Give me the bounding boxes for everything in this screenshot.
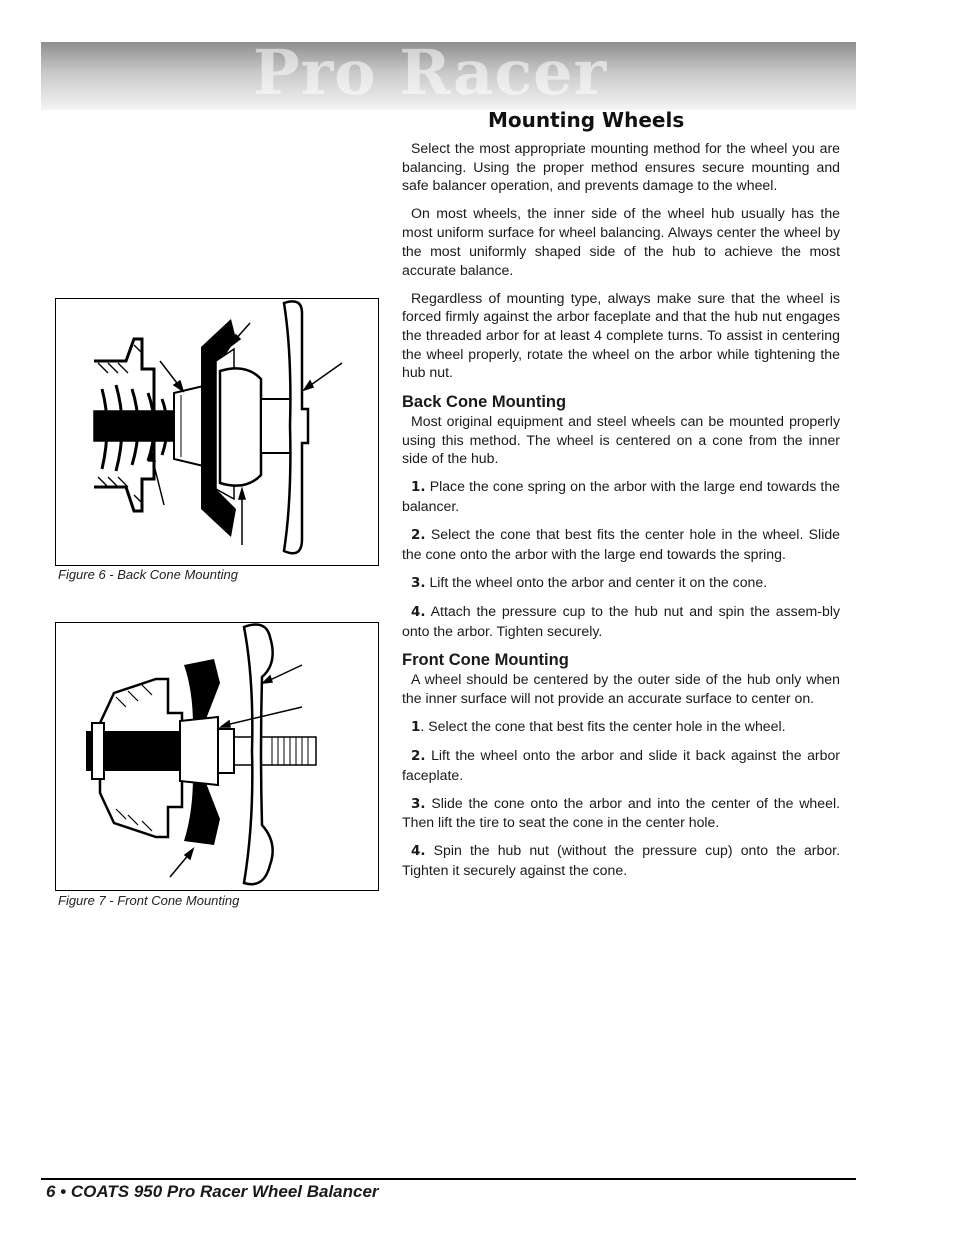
page-footer: 6 • COATS 950 Pro Racer Wheel Balancer xyxy=(46,1182,379,1201)
step-text: Attach the pressure cup to the hub nut and spin the assem-bly onto the arbor. Tighten securely. xyxy=(402,602,840,639)
intro-paragraph: Regardless of mounting type, always make sure that the wheel is forced firmly against the arbor faceplate and that the hub nut engages the threaded arbor for at least 4 complete turns. To assist in centering the wheel properly, rotate the wheel on the arbor while tightening the hub nut. xyxy=(402,289,840,381)
step-number: 1 xyxy=(411,718,421,735)
figure-6-back-cone-diagram xyxy=(55,298,379,566)
front-cone-heading: Front Cone Mounting xyxy=(402,651,569,670)
footer-divider xyxy=(41,1178,856,1180)
step-number: 2. xyxy=(411,527,426,544)
back-cone-step-1 xyxy=(402,477,840,515)
step-text: Slide the cone onto the arbor and into the center of the wheel. Then lift the tire to seat the cone in the center hole. xyxy=(402,794,840,831)
intro-paragraph: Select the most appropriate mounting method for the wheel you are balancing. Using the proper method ensures secure mounting and safe balancer operation, and prevents damage to the wheel. xyxy=(402,140,840,194)
step-text: Select the cone that best fits the center hole in the wheel. Slide the cone onto the arbor with the large end towards the spring. xyxy=(402,526,840,562)
back-cone-heading: Back Cone Mounting xyxy=(402,393,567,412)
step-text: Spin the hub nut (without the pressure cup) onto the arbor. Tighten it securely against the cone. xyxy=(402,842,840,879)
step-text: Lift the wheel onto the arbor and slide it back against the arbor faceplate. xyxy=(402,746,840,783)
step-text: . Select the cone that best fits the center hole in the wheel. xyxy=(420,717,786,734)
figure-7-front-cone-diagram xyxy=(55,622,379,891)
body-column xyxy=(402,139,840,889)
back-cone-intro: Most original equipment and steel wheels can be mounted properly using this method. The wheel is centered on a cone from the inner side of the hub. xyxy=(402,413,840,467)
step-number: 2. xyxy=(411,747,426,764)
figure-6-caption: Figure 6 - Back Cone Mounting xyxy=(58,567,238,582)
step-number: 3. xyxy=(411,795,426,812)
front-cone-step-1 xyxy=(402,717,840,737)
back-cone-step-4 xyxy=(402,602,840,640)
step-number: 1. xyxy=(411,479,426,496)
step-number: 3. xyxy=(411,574,426,591)
front-cone-intro: A wheel should be centered by the outer side of the hub only when the inner surface will not provide an accurate surface to center on. xyxy=(402,671,840,706)
intro-paragraph: On most wheels, the inner side of the wheel hub usually has the most uniform surface for wheel balancing. Always center the wheel by the most uniformly shaped side of the hub to achieve the most accurate balance. xyxy=(402,205,840,278)
back-cone-step-3 xyxy=(402,573,840,593)
header-banner xyxy=(41,42,856,110)
section-title: Mounting Wheels xyxy=(488,108,685,132)
front-cone-step-4 xyxy=(402,841,840,879)
step-number: 4. xyxy=(411,843,426,860)
step-text: Place the cone spring on the arbor with the large end towards the balancer. xyxy=(402,478,840,515)
back-cone-step-2 xyxy=(402,525,840,563)
step-text: Lift the wheel onto the arbor and center it on the cone. xyxy=(425,573,768,590)
front-cone-step-3 xyxy=(402,794,840,832)
front-cone-step-2 xyxy=(402,746,840,784)
step-number: 4. xyxy=(411,603,426,620)
banner-title: Pro Racer xyxy=(253,42,608,109)
figure-7-caption: Figure 7 - Front Cone Mounting xyxy=(58,893,240,908)
